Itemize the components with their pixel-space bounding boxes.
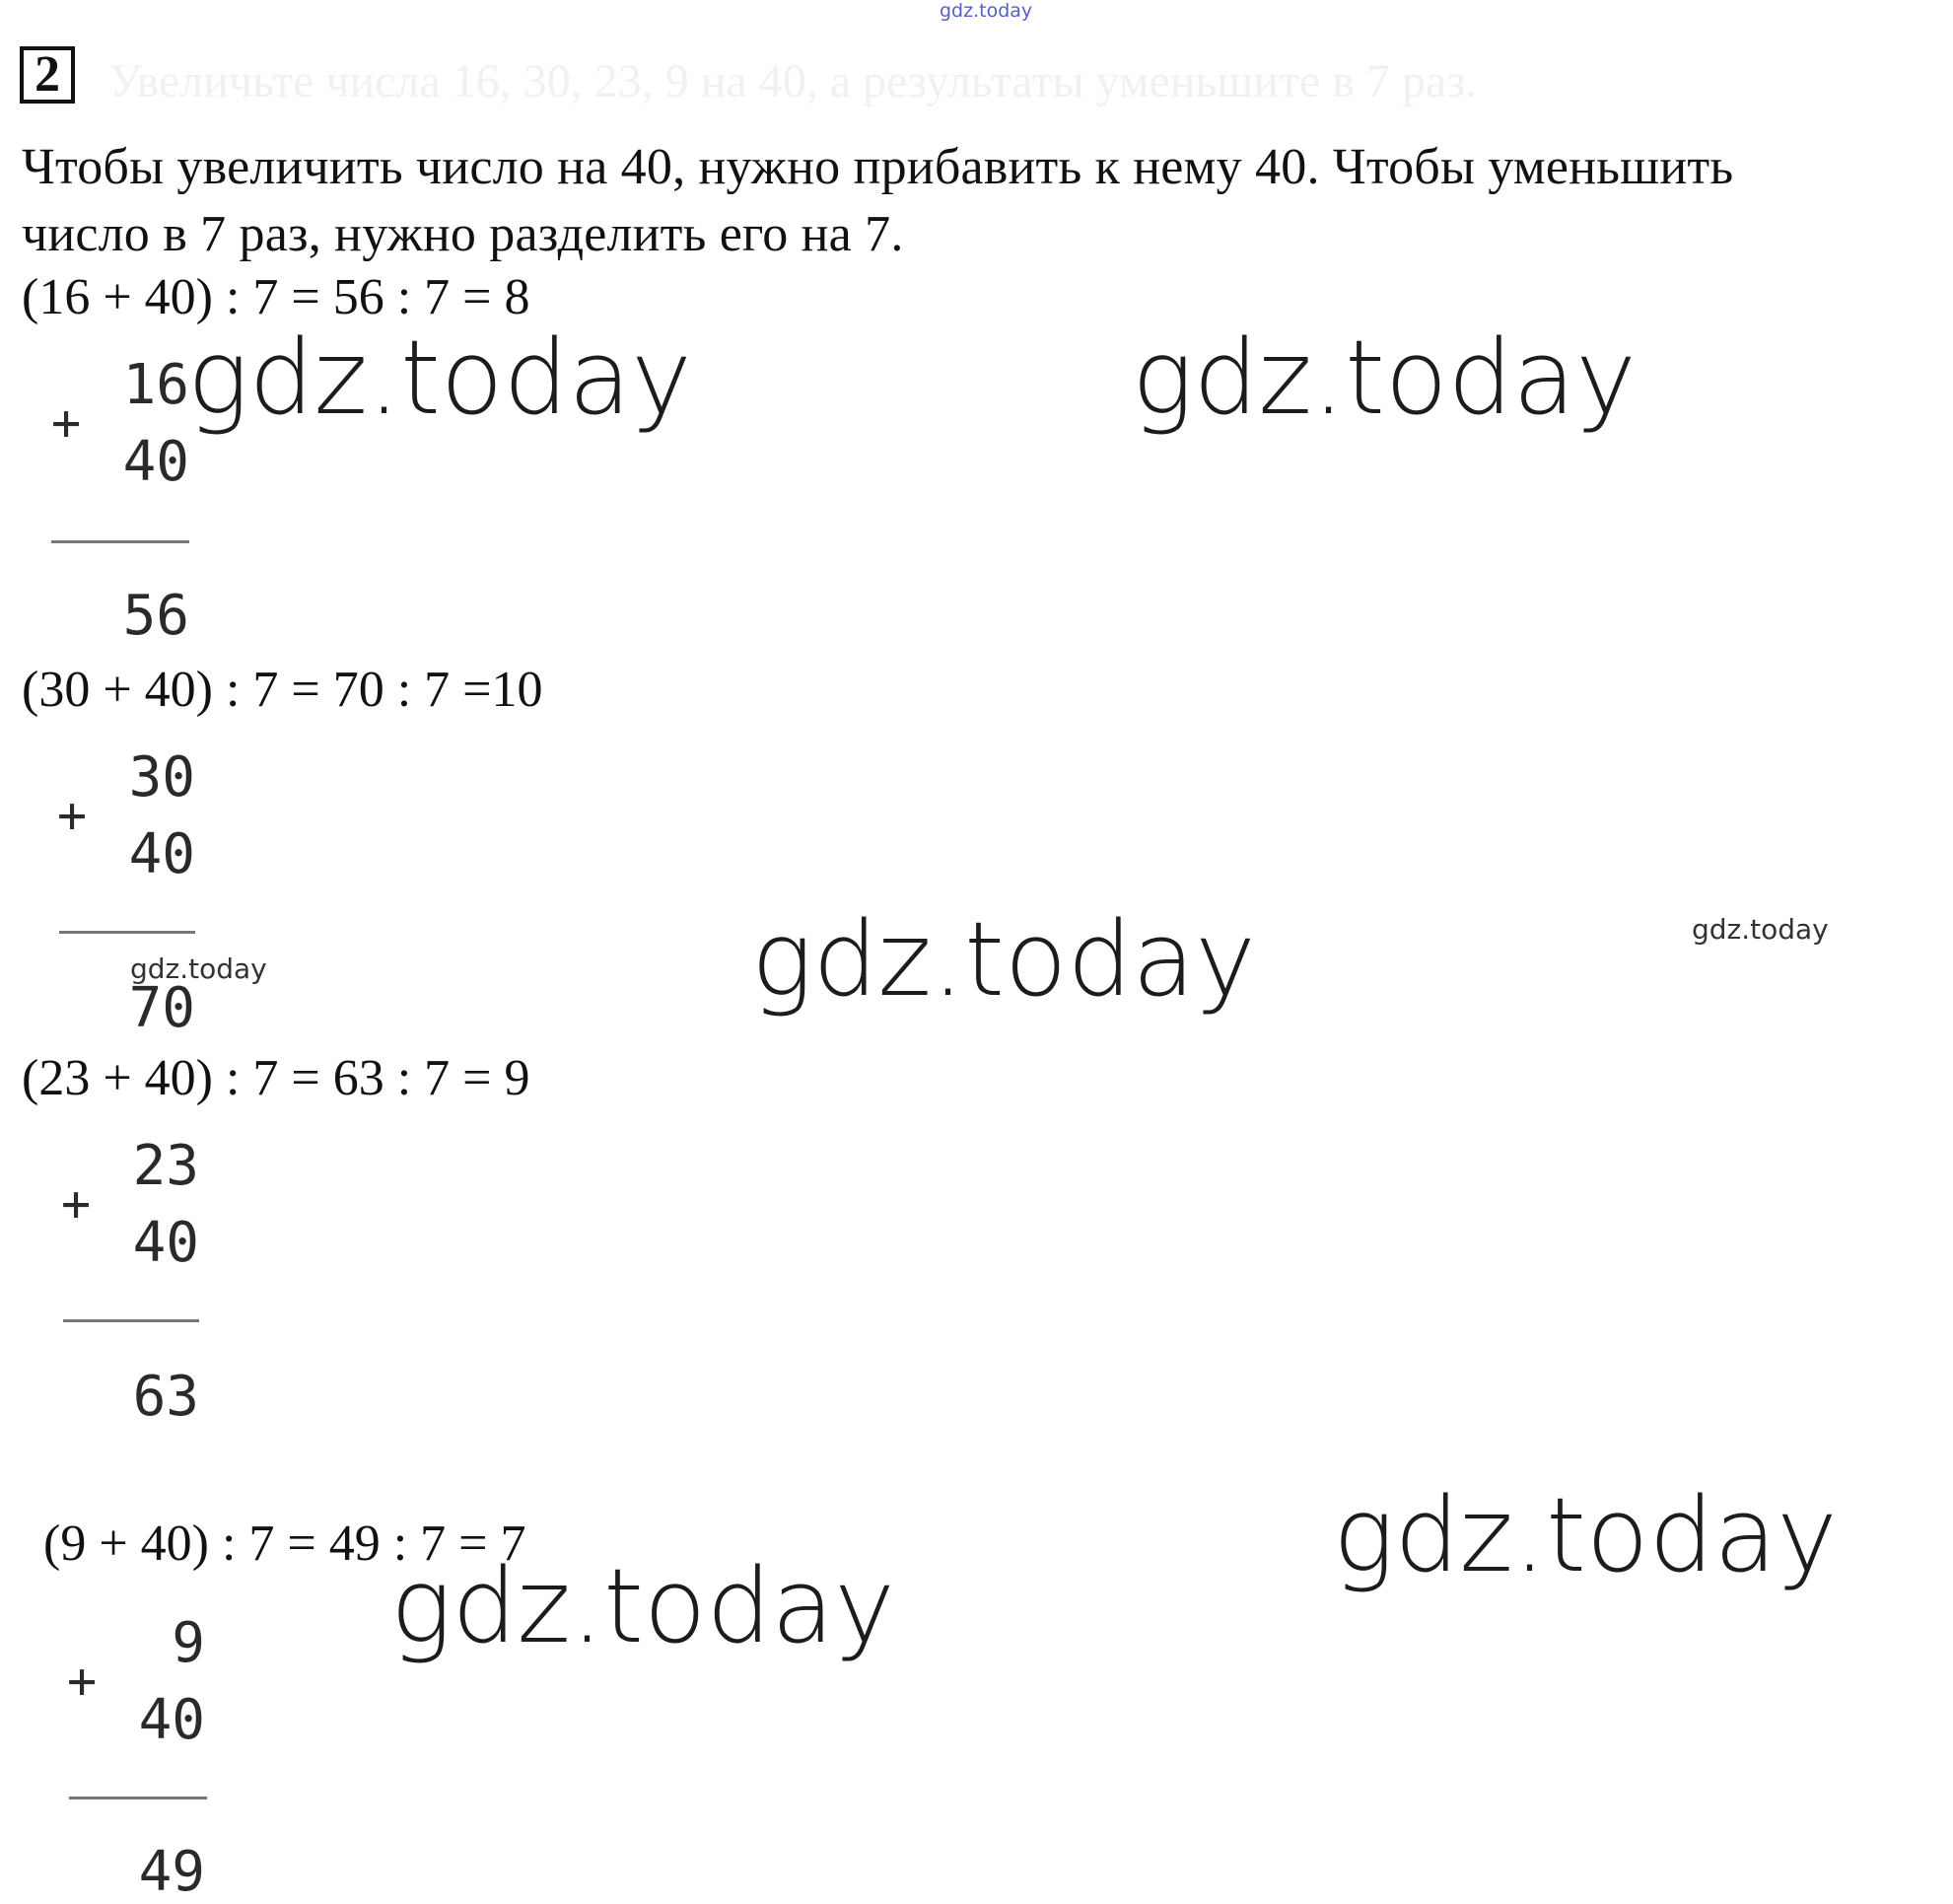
addend-bottom-3: 40 — [132, 1211, 199, 1275]
watermark-large-5: gdz.today — [390, 1546, 895, 1666]
task-number-box: 2 — [20, 46, 75, 104]
sum-line-2 — [59, 931, 195, 934]
watermark-large-3: gdz.today — [751, 899, 1256, 1020]
addend-bottom-1: 40 — [122, 430, 189, 494]
plus-sign-3: + — [61, 1175, 92, 1233]
expression-1: (16 + 40) : 7 = 56 : 7 = 8 — [22, 269, 530, 325]
plus-sign-4: + — [67, 1653, 98, 1710]
addend-top-2: 30 — [128, 745, 195, 810]
sum-line-1 — [51, 540, 189, 543]
explanation-line-2: число в 7 раз, нужно разделить его на 7. — [22, 206, 904, 262]
sum-line-4 — [69, 1797, 207, 1799]
sum-result-4: 49 — [138, 1840, 205, 1904]
watermark-large-4: gdz.today — [1333, 1475, 1838, 1595]
faded-task-heading: Увеличьте числа 16, 30, 23, 9 на 40, а результаты уменьшите в 7 раз. — [108, 55, 1478, 107]
sum-line-3 — [63, 1319, 199, 1322]
plus-sign-1: + — [51, 394, 82, 452]
watermark-small-1: gdz.today — [130, 952, 267, 985]
sum-result-1: 56 — [122, 584, 189, 648]
watermark-large-2: gdz.today — [1132, 317, 1637, 438]
addend-bottom-4: 40 — [138, 1688, 205, 1752]
watermark-large-1: gdz.today — [187, 317, 692, 438]
addend-top-3: 23 — [132, 1134, 199, 1198]
addend-top-1: 16 — [122, 353, 189, 417]
plus-sign-2: + — [57, 787, 88, 844]
watermark-small-2: gdz.today — [1692, 913, 1829, 946]
sum-result-2: 70 — [128, 976, 195, 1040]
sum-result-3: 63 — [132, 1365, 199, 1429]
expression-4: (9 + 40) : 7 = 49 : 7 = 7 — [43, 1516, 526, 1572]
top-watermark: gdz.today — [940, 0, 1033, 22]
expression-3: (23 + 40) : 7 = 63 : 7 = 9 — [22, 1050, 530, 1106]
explanation-line-1: Чтобы увеличить число на 40, нужно прибавить к нему 40. Чтобы уменьшить — [22, 139, 1734, 195]
expression-2: (30 + 40) : 7 = 70 : 7 =10 — [22, 662, 543, 718]
addend-top-4: 9 — [172, 1611, 205, 1675]
addend-bottom-2: 40 — [128, 822, 195, 886]
